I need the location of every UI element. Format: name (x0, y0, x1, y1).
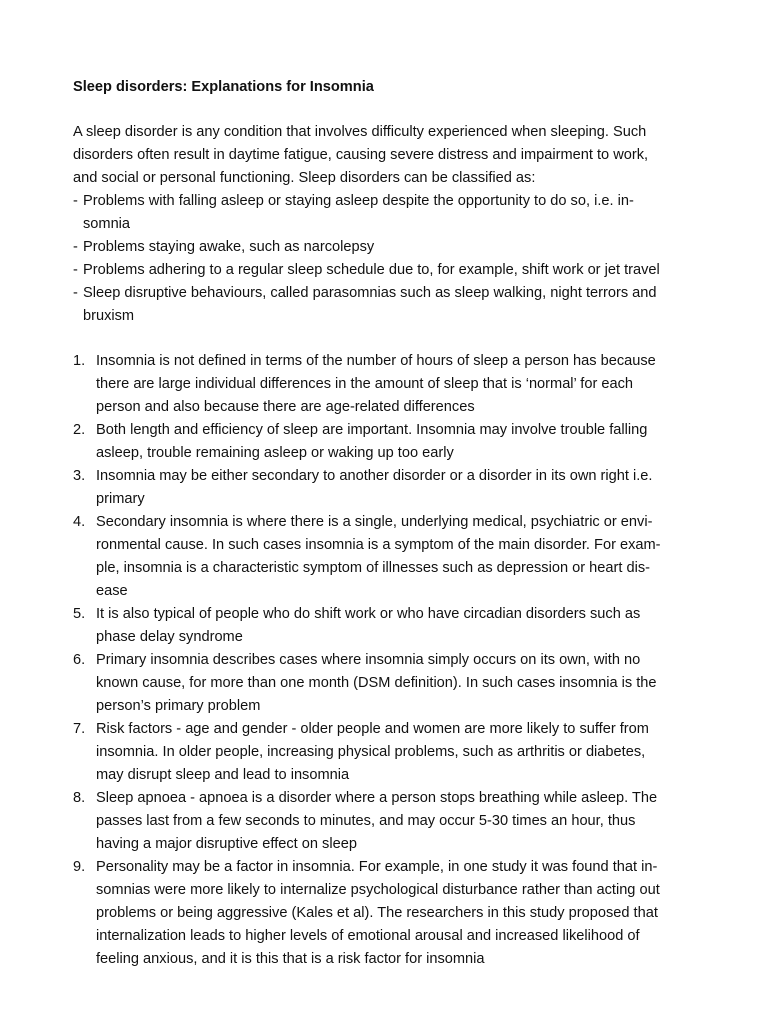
item-number: 1. (73, 353, 86, 369)
intro-line: disorders often result in daytime fatigue, causing severe distress and impairment to work, (73, 147, 649, 163)
item-number: 2. (73, 422, 86, 438)
item-number: 8. (73, 790, 86, 806)
item-number: 9. (73, 859, 86, 875)
item-number: 6. (73, 652, 86, 668)
item-line: insomnia. In older people, increasing physical problems, such as arthritis or diabetes, (96, 744, 646, 760)
item-line: Personality may be a factor in insomnia. For example, in one study it was found that in- (96, 859, 658, 875)
item-line: feeling anxious, and it is this that is a risk factor for insomnia (96, 951, 485, 967)
item-number: 7. (73, 721, 86, 737)
classification-item (73, 259, 698, 282)
intro-line: and social or personal functioning. Sleep disorders can be classified as: (73, 170, 536, 186)
item-line: person and also because there are age-related differences (96, 399, 475, 415)
item-line: known cause, for more than one month (DSM definition). In such cases insomnia is the (96, 675, 657, 691)
item-line: having a major disruptive effect on sleep (96, 836, 357, 852)
item-line: phase delay syndrome (96, 629, 243, 645)
item-line: primary (96, 491, 145, 507)
item-line: ease (96, 583, 128, 599)
item-line: Sleep disruptive behaviours, called parasomnias such as sleep walking, night terrors and (83, 285, 657, 301)
classification-list (73, 190, 698, 328)
item-line: passes last from a few seconds to minutes, and may occur 5-30 times an hour, thus (96, 813, 636, 829)
explanation-item (73, 718, 698, 787)
explanation-item (73, 649, 698, 718)
explanation-item (73, 350, 698, 419)
classification-item (73, 236, 698, 259)
item-line: It is also typical of people who do shift work or who have circadian disorders such as (96, 606, 641, 622)
item-line: there are large individual differences in the amount of sleep that is ‘normal’ for each (96, 376, 634, 392)
explanation-item (73, 465, 698, 511)
bullet-marker: - (73, 193, 78, 209)
bullet-marker: - (73, 285, 78, 301)
item-number: 3. (73, 468, 86, 484)
explanation-item (73, 856, 698, 971)
item-number: 5. (73, 606, 86, 622)
item-line: Insomnia may be either secondary to another disorder or a disorder in its own right i.e. (96, 468, 653, 484)
item-line: person’s primary problem (96, 698, 261, 714)
item-line: Secondary insomnia is where there is a single, underlying medical, psychiatric or envi- (96, 514, 653, 530)
item-line: Insomnia is not defined in terms of the number of hours of sleep a person has because (96, 353, 656, 369)
item-line: problems or being aggressive (Kales et al). The researchers in this study proposed that (96, 905, 658, 921)
explanations-list (73, 350, 698, 971)
item-line: bruxism (83, 308, 135, 324)
bullet-marker: - (73, 239, 78, 255)
item-line: Problems adhering to a regular sleep schedule due to, for example, shift work or jet travel (83, 262, 660, 278)
item-line: ple, insomnia is a characteristic symptom of illnesses such as depression or heart dis- (96, 560, 650, 576)
item-line: Sleep apnoea - apnoea is a disorder where a person stops breathing while asleep. The (96, 790, 658, 806)
item-line: may disrupt sleep and lead to insomnia (96, 767, 350, 783)
item-line: Primary insomnia describes cases where insomnia simply occurs on its own, with no (96, 652, 641, 668)
item-number: 4. (73, 514, 86, 530)
item-line: internalization leads to higher levels of emotional arousal and increased likelihood of (96, 928, 640, 944)
item-line: Problems staying awake, such as narcolepsy (83, 239, 375, 255)
document-title: Sleep disorders: Explanations for Insomnia (73, 79, 374, 95)
bullet-marker: - (73, 262, 78, 278)
item-line: asleep, trouble remaining asleep or waking up too early (96, 445, 454, 461)
explanation-item (73, 419, 698, 465)
item-line: Risk factors - age and gender - older people and women are more likely to suffer from (96, 721, 649, 737)
item-line: Both length and efficiency of sleep are important. Insomnia may involve trouble falling (96, 422, 648, 438)
classification-item (73, 190, 698, 236)
explanation-item (73, 603, 698, 649)
item-line: Problems with falling asleep or staying asleep despite the opportunity to do so, i.e. in- (83, 193, 634, 209)
item-line: somnia (83, 216, 131, 232)
explanation-item (73, 787, 698, 856)
explanation-item (73, 511, 698, 603)
classification-item (73, 282, 698, 328)
item-line: ronmental cause. In such cases insomnia is a symptom of the main disorder. For exam- (96, 537, 661, 553)
item-line: somnias were more likely to internalize psychological disturbance rather than acting out (96, 882, 660, 898)
intro-line: A sleep disorder is any condition that involves difficulty experienced when sleeping. Such (73, 124, 647, 140)
intro-paragraph (73, 121, 698, 190)
document-page (73, 76, 698, 971)
